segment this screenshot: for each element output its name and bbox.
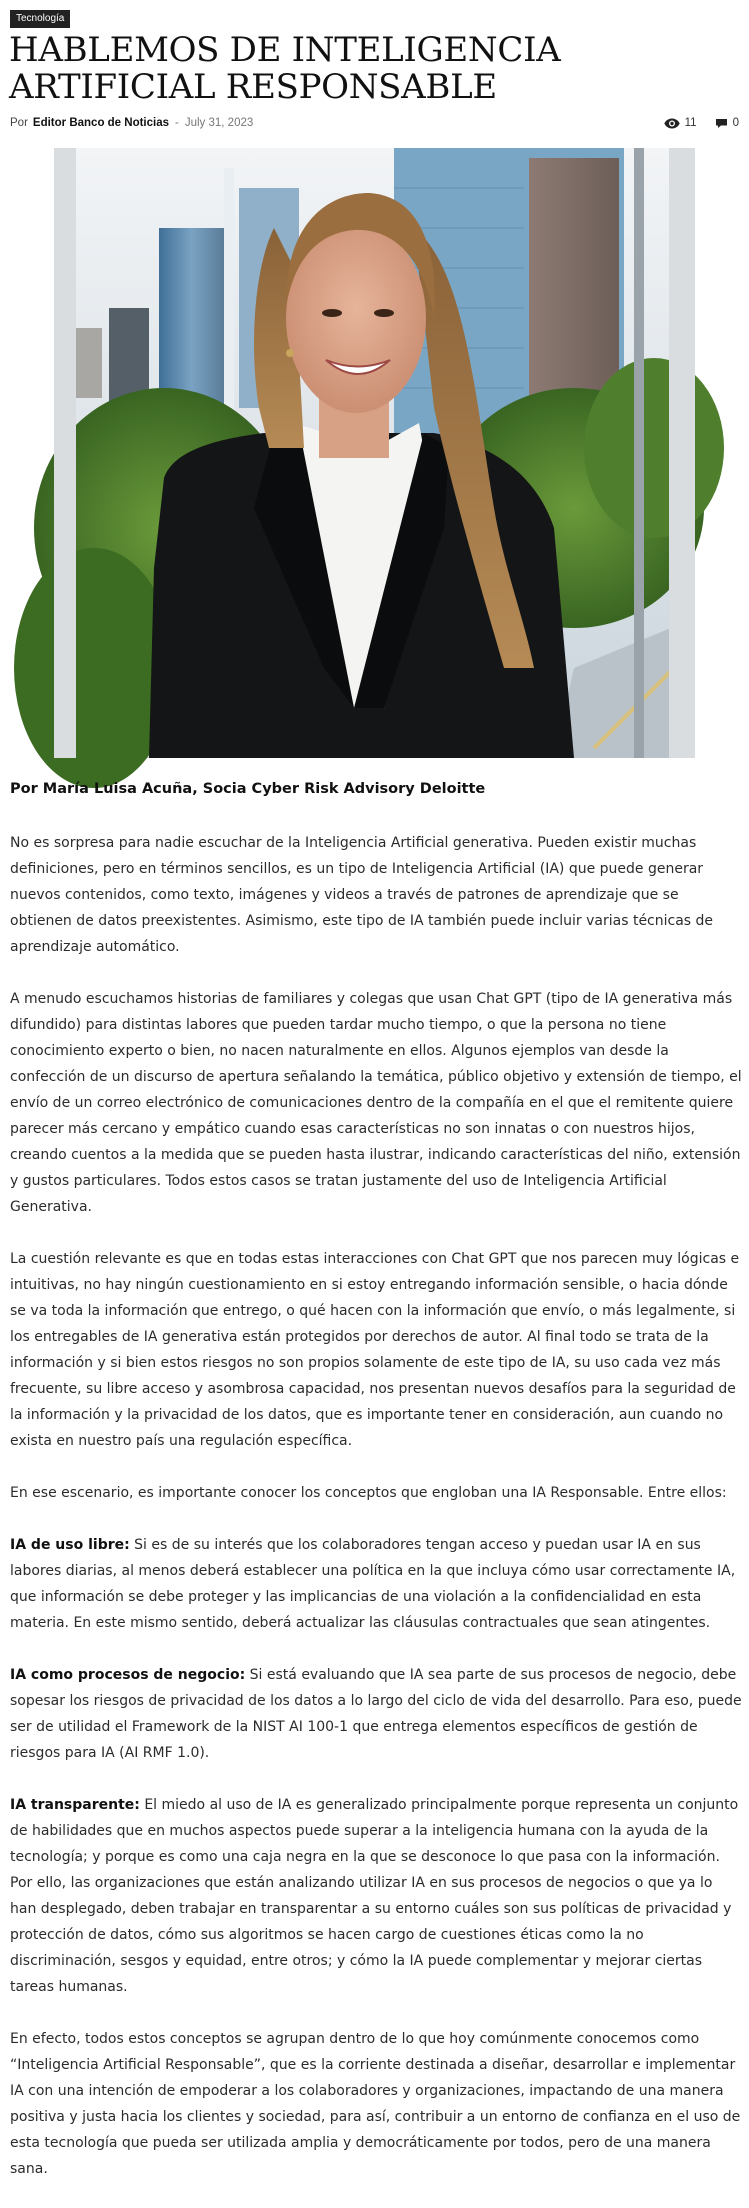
paragraph: En ese escenario, es importante conocer los conceptos que engloban una IA Responsable. Entre ellos: xyxy=(10,1485,727,1501)
paragraph: A menudo escuchamos historias de familiares y colegas que usan Chat GPT (tipo de IA generativa más difundido) para distintas labores que pueden tardar mucho tiempo, o que la persona no tiene conocimiento experto o bien, no nacen naturalmente en ellos. Algunos ejemplos van desde la confección de un discurso de apertura señalando la temática, público objetivo y extensión de tiempo, el envío de un correo electrónico de comunicaciones dentro de la compañía en el que el remitente quiere parecer más cercano y empático cuando esas características no son innatas o con nuestros hijos, creando cuentos a la medida que se pueden hasta ilustrar, indicando características del niño, extensión y gustos particulares. Todos estos casos se tratan justamente del uso de Inteligencia Artificial Generativa. xyxy=(10,991,742,1215)
views-number: 11 xyxy=(684,117,697,129)
publish-date: July 31, 2023 xyxy=(184,117,254,129)
paragraph: No es sorpresa para nadie escuchar de la Inteligencia Artificial generativa. Pueden existir muchas definiciones, pero en términos sencillos, es un tipo de Inteligencia Artificial (IA) que puede generar nuevos contenidos, como texto, imágenes y videos a través de patrones de aprendizaje que se obtienen de datos preexistentes. Asimismo, este tipo de IA también puede incluir varias técnicas de aprendizaje automático. xyxy=(10,835,714,955)
paragraph: La cuestión relevante es que en todas estas interacciones con Chat GPT que nos parecen muy lógicas e intuitivas, no hay ningún cuestionamiento en si estoy entregando información sensible, o hacia dónde se va toda la información que entrego, o qué hacen con la información que envío, o más legalmente, si los entregables de IA generativa están protegidos por derechos de autor. Al final todo se trata de la información y si bien estos riesgos no son propios solamente de este tipo de IA, su uso cada vez más frecuente, su libre acceso y asombrosa capacidad, nos presentan nuevos desafíos para la seguridad de la información y la privacidad de los datos, que es importante tener en consideración, aun cuando no exista en nuestro país una regulación específica. xyxy=(10,1251,740,1449)
eye-icon xyxy=(664,118,680,129)
article-title: HABLEMOS DE INTELIGENCIA ARTIFICIAL RESPONSABLE xyxy=(9,30,561,107)
category-badge[interactable]: Tecnología xyxy=(10,10,70,28)
article-stats xyxy=(646,115,739,131)
concept-term: IA de uso libre: xyxy=(10,1537,130,1553)
concept-text: Si está evaluando que IA sea parte de sus procesos de negocio, debe sopesar los riesgos de privacidad de los datos a lo largo del ciclo de vida del desarrollo. Para eso, puede ser de utilidad el Framework de la NIST AI 100-1 que entrega elementos específicos de gestión de riesgos para IA (AI RMF 1.0). xyxy=(10,1667,742,1761)
author-link[interactable]: Editor Banco de Noticias xyxy=(32,117,170,129)
meta-separator: - xyxy=(175,117,179,129)
article-byline: Por María Luisa Acuña, Socia Cyber Risk Advisory Deloitte xyxy=(10,781,486,797)
comment-icon xyxy=(715,118,728,129)
concept-paragraph xyxy=(10,1662,742,1766)
featured-photo xyxy=(54,148,695,758)
article-body xyxy=(10,830,742,2208)
by-prefix: Por xyxy=(10,117,28,129)
comments-count[interactable] xyxy=(715,117,739,129)
concept-term: IA como procesos de negocio: xyxy=(10,1667,246,1683)
concept-text: Si es de su interés que los colaboradores tengan acceso y puedan usar IA en sus labores diarias, al menos deberá establecer una política en la que incluya cómo usar correctamente IA, que información se debe proteger y las implicancias de una violación a la confidencialidad en esta materia. En este mismo sentido, deberá actualizar las cláusulas contractuales que sean atingentes. xyxy=(10,1537,736,1631)
concept-paragraph xyxy=(10,1792,742,2000)
comments-number: 0 xyxy=(732,117,739,129)
concept-term: IA transparente: xyxy=(10,1797,140,1813)
concept-text: El miedo al uso de IA es generalizado principalmente porque representa un conjunto de habilidades que en muchos aspectos puede superar a la inteligencia humana con la ayuda de la tecnología; y porque es como una caja negra en la que se desconoce lo que pasa con la información. Por ello, las organizaciones que están analizando utilizar IA en sus procesos de negocios o que ya lo han desplegado, deben trabajar en transparentar a su entorno cuáles son sus políticas de privacidad y protección de datos, cómo sus algoritmos se hacen cargo de cuestiones éticas como la no discriminación, sesgos y equidad, entre otros; y cómo la IA puede complementar y mejorar ciertas tareas humanas. xyxy=(10,1797,739,1995)
concept-paragraph xyxy=(10,1532,742,1636)
article-meta xyxy=(10,115,253,131)
paragraph: En efecto, todos estos conceptos se agrupan dentro de lo que hoy comúnmente conocemos como “Inteligencia Artificial Responsable”, que es la corriente destinada a diseñar, desarrollar e implementar IA con una intención de empoderar a los colaboradores y organizaciones, impactando de una manera positiva y justa hacia los clientes y sociedad, para así, contribuir a un entorno de confianza en el uso de esta tecnología que pueda ser utilizada amplia y democráticamente por todos, pero de una manera sana. xyxy=(10,2031,741,2177)
views-count xyxy=(664,117,697,129)
